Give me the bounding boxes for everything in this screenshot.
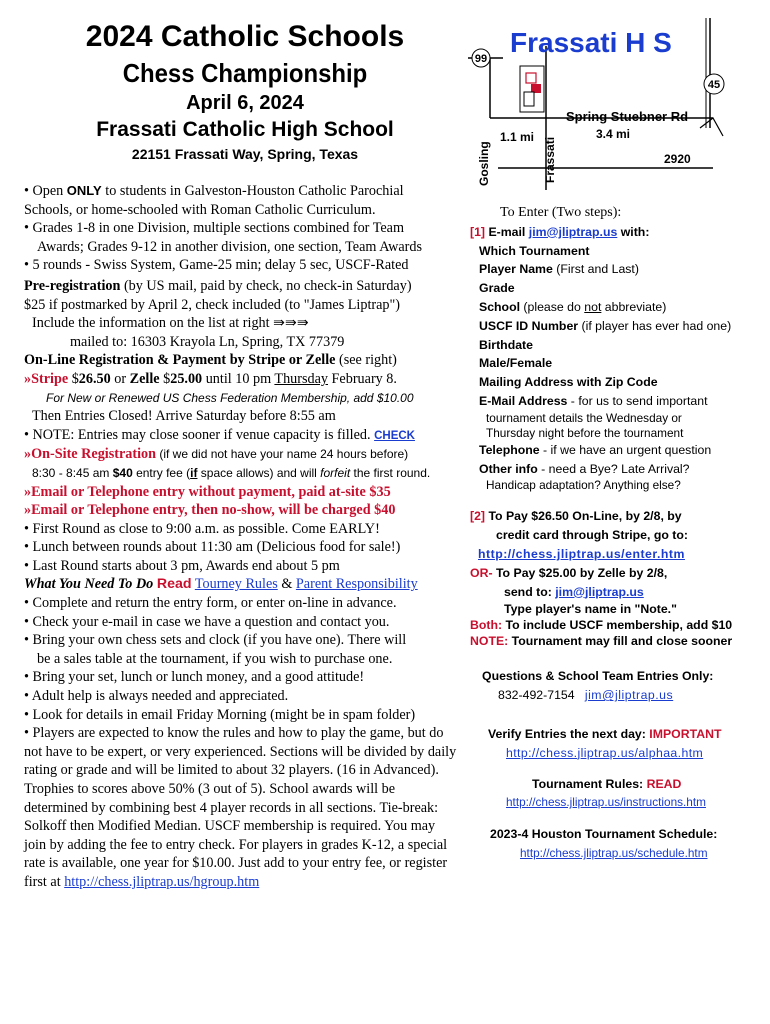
- hgroup-link[interactable]: http://chess.jliptrap.us/hgroup.htm: [64, 873, 260, 890]
- todo-lunch: • Bring your set, lunch or lunch money, and a good attitude!: [24, 669, 365, 686]
- check-link[interactable]: CHECK: [374, 429, 415, 442]
- questions-contact: [470, 686, 760, 705]
- step2-pay: [2] To Pay $26.50 On-Line, by 2/8, by: [470, 509, 682, 524]
- map-title: Frassati H S: [510, 27, 672, 58]
- email-entry-noshow: »Email or Telephone entry, then no-show, will be charged $40: [24, 502, 396, 519]
- field-mailing-address: Mailing Address with Zip Code: [479, 375, 658, 390]
- to-enter-heading: To Enter (Two steps):: [500, 205, 622, 220]
- zelle-email-link[interactable]: jim@jliptrap.us: [555, 584, 644, 599]
- onsite-fee: 8:30 - 8:45 am $40 entry fee (if space allows) and will forfeit the first round.: [32, 465, 431, 480]
- onsite-registration: »On-Site Registration (if we did not have your name 24 hours before): [24, 446, 409, 463]
- zelle-pay: OR- To Pay $25.00 by Zelle by 2/8,: [470, 565, 668, 580]
- rules-link-row: [470, 793, 760, 811]
- lunch-info: • Lunch between rounds about 11:30 am (Delicious food for sale!): [24, 539, 401, 556]
- rules-heading: Tournament Rules: READ: [532, 776, 682, 791]
- field-email-address-cont2: Thursday night before the tournament: [486, 425, 684, 440]
- map-road-spring-stuebner: Spring Stuebner Rd: [566, 109, 689, 124]
- last-round: • Last Round starts about 3 pm, Awards end about 5 pm: [24, 557, 340, 574]
- email-entry-paid: »Email or Telephone entry without payment, paid at-site $35: [24, 483, 391, 500]
- field-gender: Male/Female: [479, 356, 553, 371]
- title: 2024 Catholic Schools: [85, 20, 405, 53]
- zelle-send-to: send to: jim@jliptrap.us: [504, 584, 644, 599]
- stripe-zelle-prices: »Stripe $26.50 or Zelle $25.00 until 10 pm Thursday February 8.: [24, 370, 397, 387]
- both-note: Both: To include USCF membership, add $10: [470, 618, 733, 633]
- schedule-link[interactable]: http://chess.jliptrap.us/schedule.htm: [520, 846, 708, 861]
- venue: Frassati Catholic High School: [96, 118, 394, 141]
- field-player-name: Player Name (First and Last): [479, 262, 639, 277]
- field-other-info: Other info - need a Bye? Late Arrival?: [479, 461, 690, 476]
- event-date: April 6, 2024: [186, 92, 304, 114]
- map-dist-1: 1.1 mi: [500, 130, 535, 144]
- grades-divisions-cont: Awards; Grades 9-12 in another division, one section, Team Awards: [37, 238, 423, 255]
- step1-email-link[interactable]: jim@jliptrap.us: [528, 224, 618, 239]
- online-registration: On-Line Registration & Payment by Stripe or Zelle (see right): [24, 352, 397, 369]
- tourney-rules-link[interactable]: Tourney Rules: [194, 576, 278, 593]
- left-column: [24, 182, 464, 892]
- todo-adult-help: • Adult help is always needed and appreciated.: [24, 688, 289, 705]
- map-road-frassati: Frassati: [543, 136, 557, 183]
- field-email-address-cont1: tournament details the Wednesday or: [486, 410, 682, 425]
- step2-pay-link-row: [470, 545, 760, 564]
- prereg-mail-address: mailed to: 16303 Krayola Ln, Spring, TX 77379: [70, 333, 345, 350]
- map-road-gosling: Gosling: [477, 141, 491, 186]
- questions-email-link[interactable]: jim@jliptrap.us: [584, 688, 674, 703]
- verify-link-row: [470, 744, 760, 763]
- venue-address: 22151 Frassati Way, Spring, Texas: [131, 146, 359, 162]
- field-uscf-id: USCF ID Number (if player has ever had one): [479, 318, 732, 333]
- todo-email-details: • Look for details in email Friday Morning (might be in spam folder): [24, 706, 416, 723]
- step2-pay-cont: credit card through Stripe, go to:: [496, 528, 688, 543]
- grades-divisions: • Grades 1-8 in one Division, multiple sections combined for Team: [24, 220, 404, 237]
- field-email-address: E-Mail Address - for us to send important: [479, 393, 708, 408]
- map-dist-2: 3.4 mi: [596, 127, 631, 141]
- hwy-99-label: 99: [474, 53, 488, 65]
- first-round: • First Round as close to 9:00 a.m. as possible. Come EARLY!: [24, 520, 380, 537]
- eligibility: • Open ONLY to students in Galveston-Houston Catholic Parochial: [24, 183, 404, 199]
- field-grade: Grade: [479, 281, 515, 296]
- schedule-link-row: [470, 844, 760, 862]
- todo-chess-sets: • Bring your own chess sets and clock (if you have one). There will: [24, 632, 407, 649]
- entry-fields-list: [470, 242, 760, 494]
- rules-paragraph: • Players are expected to know the rules and how to play the game, but do not have to be expert, or very experienced. Sections will be divided by daily rating or grade and will be limited to about 32 players. (16 in Advanced). Trophies to scores above 50% (3 out of 5). School awards will be determined by combining best 4 player records in all sections. Tie-break: Solkoff then Modified Median. USCF membership is required. You may join by adding the fee to entry check. For players in grades K-12, a special rate is available, one year for $10.00. Just add to your entry fee, or register first at http://chess.jliptrap.us/hgroup.htm: [24, 725, 457, 890]
- hwy-45-label: 45: [707, 79, 721, 91]
- field-other-info-cont: Handicap adaptation? Anything else?: [486, 478, 681, 493]
- uscf-note: For New or Renewed US Chess Federation Membership, add $10.00: [46, 390, 414, 405]
- what-to-do: What You Need To Do Read Tourney Rules & Parent Responsibility: [24, 576, 418, 593]
- step1-email: [1] E-mail jim@jliptrap.us with:: [470, 224, 650, 239]
- todo-chess-sets-cont: be a sales table at the tournament, if you wish to purchase one.: [37, 650, 393, 667]
- preregistration: Pre-registration (by US mail, paid by check, no check-in Saturday): [24, 277, 412, 294]
- subtitle: Chess Championship: [122, 58, 368, 88]
- questions-heading: Questions & School Team Entries Only:: [482, 669, 714, 684]
- todo-check-email: • Check your e-mail in case we have a question and contact you.: [24, 613, 390, 630]
- rounds-info: • 5 rounds - Swiss System, Game-25 min; delay 5 sec, USCF-Rated: [24, 257, 409, 274]
- prereg-fee: $25 if postmarked by April 2, check included (to "James Liptrap"): [24, 296, 401, 313]
- right-column: [470, 204, 760, 862]
- eligibility-cont: Schools, or home-schooled with Roman Catholic Curriculum.: [24, 201, 376, 218]
- phone-number: 832-492-7154: [498, 688, 575, 703]
- location-map: [468, 18, 738, 190]
- close-note: NOTE: Tournament may fill and close sooner: [470, 634, 733, 649]
- verify-link[interactable]: http://chess.jliptrap.us/alphaa.htm: [506, 745, 704, 760]
- field-school: School (please do not abbreviate): [479, 299, 667, 314]
- map-road-2920: 2920: [664, 152, 691, 166]
- capacity-note: • NOTE: Entries may close sooner if venue capacity is filled. CHECK: [24, 426, 415, 443]
- rules-link[interactable]: http://chess.jliptrap.us/instructions.htm: [506, 795, 706, 810]
- parent-responsibility-link[interactable]: Parent Responsibility: [295, 576, 418, 593]
- zelle-note: Type player's name in "Note.": [504, 602, 677, 617]
- verify-heading: Verify Entries the next day: IMPORTANT: [488, 726, 722, 741]
- todo-entry-form: • Complete and return the entry form, or enter on-line in advance.: [24, 595, 397, 612]
- field-tournament: Which Tournament: [479, 243, 590, 258]
- field-birthdate: Birthdate: [479, 337, 533, 352]
- field-telephone: Telephone - if we have an urgent question: [479, 442, 712, 457]
- prereg-info: Include the information on the list at right ⇛⇛⇛: [32, 315, 309, 332]
- enter-page-link[interactable]: http://chess.jliptrap.us/enter.htm: [478, 546, 685, 561]
- schedule-heading: 2023-4 Houston Tournament Schedule:: [490, 827, 718, 842]
- entries-closed: Then Entries Closed! Arrive Saturday before 8:55 am: [32, 408, 336, 425]
